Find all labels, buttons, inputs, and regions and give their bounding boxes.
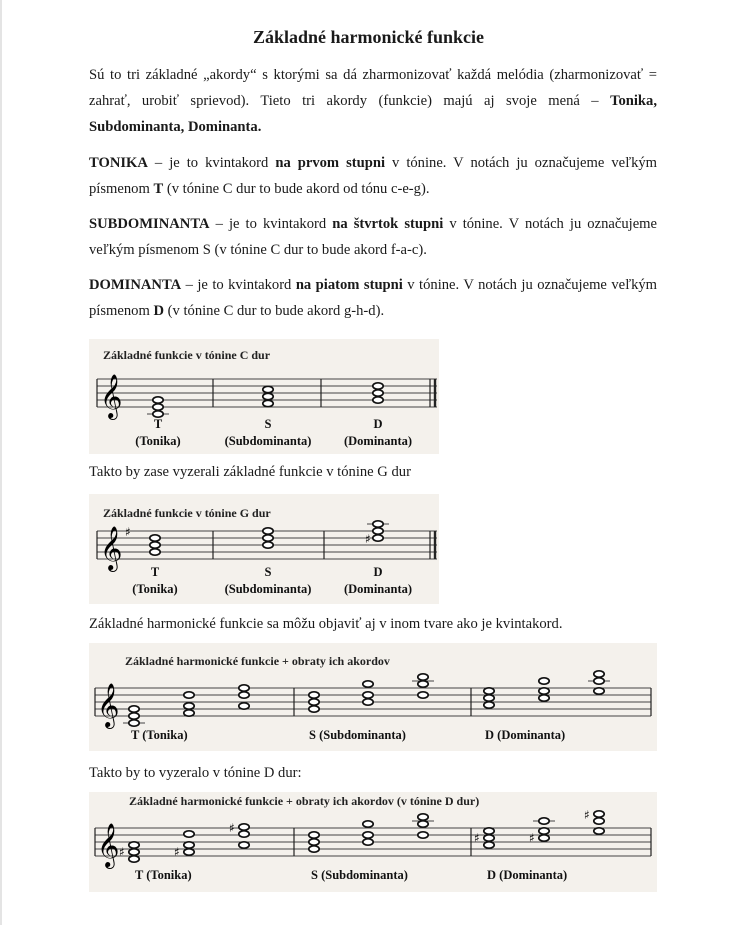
label-t: T [150,565,160,579]
label-dominanta: (Dominanta) [343,434,413,448]
chord-subdominanta [263,528,273,548]
sharp-key-signature-icon: ♯ [125,525,131,539]
dominanta-term: DOMINANTA [89,277,182,293]
treble-clef-icon: 𝄞 [97,683,120,727]
dominanta-bold-1: na piatom stupni [295,277,403,293]
dominanta-paragraph [89,272,657,324]
treble-clef-icon: 𝄞 [100,374,123,418]
tonika-bold-2: T [153,181,164,197]
label-d: D [373,417,383,431]
subdominanta-chords [309,814,434,852]
sharp-accidental-icon: ♯ [229,821,235,835]
treble-clef-icon: 𝄞 [100,526,123,570]
intro-text: Sú to tri základné „akordy“ s ktorými sa dá zharmonizovať každá melódia (zharmonizovať = zahrať, urobiť sprievod). Tieto tri akordy (funkcie) majú aj svoje mená – [89,67,657,109]
chord-tonika [150,535,160,555]
label-t: T [153,417,163,431]
sharp-accidental-icon: ♯ [529,831,535,845]
dominanta-text-2: v tónine. V notách ju označujeme veľkým písmenom [89,277,658,319]
caption-g-major: Takto by zase vyzerali základné funkcie v tónine G dur [89,464,411,480]
tonika-bold-1: na prvom stupni [275,155,386,171]
sharp-accidental-icon: ♯ [174,845,180,859]
subdominanta-bold-1: na štvrtok stupni [332,216,444,232]
label-tonika: T (Tonika) [131,728,188,742]
tonika-paragraph [89,150,657,202]
notation-example-inversions [89,643,657,751]
sharp-accidental-icon: ♯ [584,808,590,822]
notation-example-g-major [89,494,439,604]
label-subdominanta: S (Subdominanta) [311,868,408,882]
subdominanta-text-1: – je to kvintakord [209,216,333,232]
subdominanta-paragraph [89,211,657,263]
tonika-text-3: (v tónine C dur to bude akord od tónu c-e-g). [163,181,430,197]
caption-inversions: Základné harmonické funkcie sa môžu objaviť aj v inom tvare ako je kvintakord. [89,616,563,632]
example-inversions-title: Základné harmonické funkcie + obraty ich akordov [125,654,390,668]
treble-clef-icon: 𝄞 [97,823,120,867]
notation-example-d-major [89,792,657,892]
label-dominanta: (Dominanta) [343,582,413,596]
tonika-text-1: – je to kvintakord [147,155,276,171]
example-c-title: Základné funkcie v tónine C dur [103,348,271,362]
label-tonika: (Tonika) [135,434,181,448]
caption-d-major: Takto by to vyzeralo v tónine D dur: [89,765,302,781]
tonika-term: TONIKA [89,155,148,171]
label-s: S [264,417,272,431]
tonika-text-2: v tónine. V notách ju označujeme veľkým písmenom [89,155,658,197]
sharp-accidental-icon: ♯ [365,532,371,546]
label-subdominanta: (Subdominanta) [224,582,312,596]
dominanta-chords [484,671,610,708]
sharp-accidental-icon: ♯ [474,831,480,845]
label-d: D [373,565,383,579]
label-dominanta: D (Dominanta) [485,728,566,742]
notation-example-c-major [89,339,439,454]
label-subdominanta: S (Subdominanta) [309,728,406,742]
dominanta-bold-2: D [153,303,165,319]
chord-dominanta [365,521,389,546]
label-dominanta: D (Dominanta) [487,868,568,882]
chord-dominanta [373,383,383,403]
page-title: Základné harmonické funkcie [252,27,485,47]
subdominanta-chords [309,674,434,712]
label-tonika: (Tonika) [132,582,178,596]
dominanta-text-3: (v tónine C dur to bude akord g-h-d). [164,303,385,319]
label-tonika: T (Tonika) [135,868,192,882]
intro-paragraph [89,62,657,140]
sharp-accidental-icon: ♯ [119,845,125,859]
page-left-edge [0,0,2,925]
tonika-chords [123,685,249,726]
example-g-title: Základné funkcie v tónine G dur [103,506,271,520]
example-d-title: Základné harmonické funkcie + obraty ich akordov (v tónine D dur) [129,794,480,808]
dominanta-text-1: – je to kvintakord [181,277,296,293]
label-s: S [264,565,272,579]
subdominanta-text-2: v tónine. V notách ju označujeme veľkým písmenom S (v tónine C dur to bude akord f-a-c). [89,216,657,258]
chord-subdominanta [263,386,273,406]
intro-bold: Tonika, Subdominanta, Dominanta. [89,93,657,135]
label-subdominanta: (Subdominanta) [224,434,312,448]
subdominanta-term: SUBDOMINANTA [89,216,210,232]
